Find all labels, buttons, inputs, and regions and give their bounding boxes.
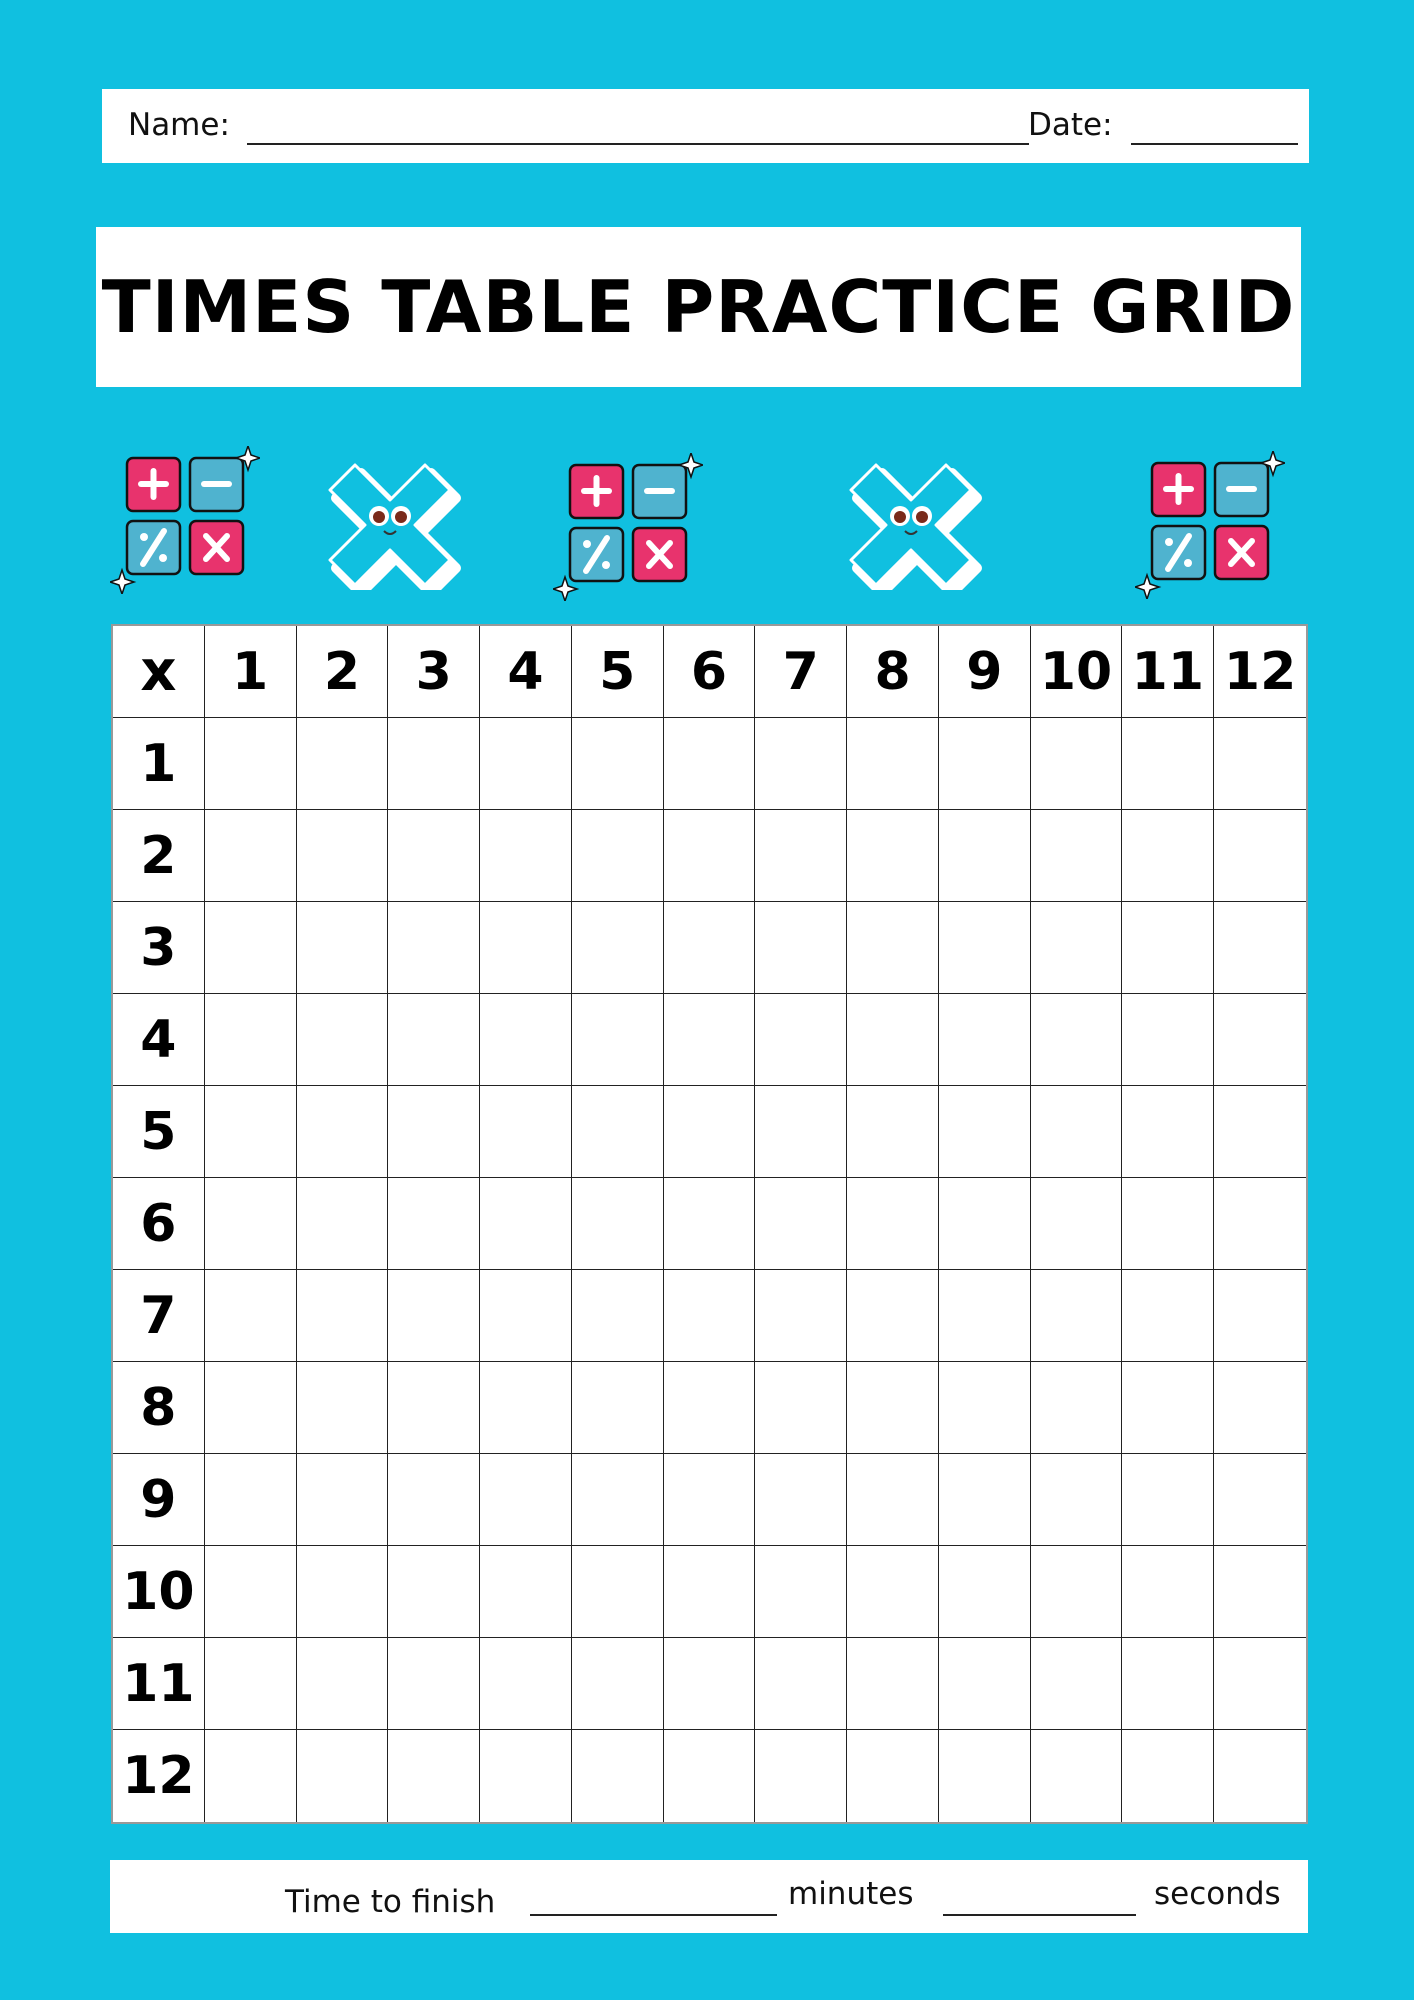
answer-cell[interactable] [480, 1454, 572, 1546]
column-header: 5 [572, 626, 664, 718]
time-to-finish-label: Time to finish [285, 1884, 496, 1920]
answer-cell[interactable] [1214, 1362, 1306, 1454]
answer-cell[interactable] [297, 1270, 389, 1362]
answer-cell[interactable] [572, 1454, 664, 1546]
minutes-label: minutes [788, 1876, 914, 1912]
answer-cell[interactable] [297, 810, 389, 902]
answer-cell[interactable] [297, 1730, 389, 1822]
answer-cell[interactable] [297, 1454, 389, 1546]
answer-cell[interactable] [480, 1730, 572, 1822]
answer-cell[interactable] [755, 1638, 847, 1730]
answer-cell[interactable] [205, 1454, 297, 1546]
answer-cell[interactable] [755, 1454, 847, 1546]
row-header: 8 [113, 1362, 205, 1454]
column-header: 12 [1214, 626, 1306, 718]
answer-cell[interactable] [847, 1270, 939, 1362]
answer-cell[interactable] [388, 1454, 480, 1546]
answer-cell[interactable] [388, 810, 480, 902]
answer-cell[interactable] [205, 994, 297, 1086]
answer-cell[interactable] [1031, 1454, 1123, 1546]
answer-cell[interactable] [847, 902, 939, 994]
answer-cell[interactable] [847, 810, 939, 902]
answer-cell[interactable] [939, 1178, 1031, 1270]
seconds-input-line[interactable] [943, 1914, 1136, 1916]
answer-cell[interactable] [297, 902, 389, 994]
answer-cell[interactable] [388, 1086, 480, 1178]
name-date-bar [102, 89, 1309, 163]
answer-cell[interactable] [1031, 902, 1123, 994]
answer-cell[interactable] [1214, 810, 1306, 902]
answer-cell[interactable] [572, 994, 664, 1086]
answer-cell[interactable] [480, 718, 572, 810]
answer-cell[interactable] [664, 1730, 756, 1822]
answer-cell[interactable] [1122, 1730, 1214, 1822]
row-header: 12 [113, 1730, 205, 1822]
answer-cell[interactable] [480, 1362, 572, 1454]
answer-cell[interactable] [847, 1454, 939, 1546]
answer-cell[interactable] [297, 994, 389, 1086]
answer-cell[interactable] [664, 1270, 756, 1362]
row-header: 7 [113, 1270, 205, 1362]
answer-cell[interactable] [847, 718, 939, 810]
row-header: 11 [113, 1638, 205, 1730]
column-header: 4 [480, 626, 572, 718]
seconds-label: seconds [1154, 1876, 1281, 1912]
answer-cell[interactable] [480, 810, 572, 902]
answer-cell[interactable] [939, 718, 1031, 810]
answer-cell[interactable] [572, 1730, 664, 1822]
answer-cell[interactable] [1122, 1086, 1214, 1178]
answer-cell[interactable] [1214, 1546, 1306, 1638]
answer-cell[interactable] [1031, 1546, 1123, 1638]
row-header: 3 [113, 902, 205, 994]
answer-cell[interactable] [847, 1638, 939, 1730]
answer-cell[interactable] [297, 1178, 389, 1270]
minutes-input-line[interactable] [530, 1914, 777, 1916]
smiling-multiply-sign-icon [325, 460, 465, 590]
answer-cell[interactable] [480, 1178, 572, 1270]
answer-cell[interactable] [205, 1546, 297, 1638]
answer-cell[interactable] [755, 1270, 847, 1362]
answer-cell[interactable] [755, 1086, 847, 1178]
answer-cell[interactable] [1122, 902, 1214, 994]
answer-cell[interactable] [1122, 1546, 1214, 1638]
row-header: 1 [113, 718, 205, 810]
answer-cell[interactable] [205, 1086, 297, 1178]
smiling-multiply-sign-icon [846, 460, 986, 590]
answer-cell[interactable] [755, 1362, 847, 1454]
answer-cell[interactable] [847, 1362, 939, 1454]
answer-cell[interactable] [297, 1546, 389, 1638]
answer-cell[interactable] [572, 902, 664, 994]
answer-cell[interactable] [572, 718, 664, 810]
answer-cell[interactable] [847, 1086, 939, 1178]
answer-cell[interactable] [939, 994, 1031, 1086]
answer-cell[interactable] [205, 1730, 297, 1822]
answer-cell[interactable] [1031, 1270, 1123, 1362]
answer-cell[interactable] [755, 718, 847, 810]
answer-cell[interactable] [1214, 1270, 1306, 1362]
page-title: TIMES TABLE PRACTICE GRID [101, 265, 1296, 349]
answer-cell[interactable] [388, 1270, 480, 1362]
answer-cell[interactable] [755, 1178, 847, 1270]
name-label: Name: [128, 107, 230, 143]
answer-cell[interactable] [1031, 718, 1123, 810]
date-label: Date: [1028, 107, 1113, 143]
column-header: 7 [755, 626, 847, 718]
answer-cell[interactable] [1214, 902, 1306, 994]
answer-cell[interactable] [572, 1086, 664, 1178]
answer-cell[interactable] [664, 1638, 756, 1730]
answer-cell[interactable] [1214, 1178, 1306, 1270]
column-header: 8 [847, 626, 939, 718]
column-header: 11 [1122, 626, 1214, 718]
answer-cell[interactable] [1214, 1730, 1306, 1822]
answer-cell[interactable] [664, 718, 756, 810]
answer-cell[interactable] [1122, 994, 1214, 1086]
answer-cell[interactable] [1031, 1362, 1123, 1454]
row-header: 4 [113, 994, 205, 1086]
answer-cell[interactable] [755, 1546, 847, 1638]
math-operators-icon [553, 453, 703, 601]
answer-cell[interactable] [388, 1730, 480, 1822]
answer-cell[interactable] [1214, 1454, 1306, 1546]
answer-cell[interactable] [1122, 1454, 1214, 1546]
row-header: 5 [113, 1086, 205, 1178]
answer-cell[interactable] [480, 902, 572, 994]
math-operators-icon [1135, 451, 1285, 599]
row-header: 6 [113, 1178, 205, 1270]
answer-cell[interactable] [205, 1178, 297, 1270]
answer-cell[interactable] [939, 1270, 1031, 1362]
answer-cell[interactable] [1031, 994, 1123, 1086]
answer-cell[interactable] [939, 1454, 1031, 1546]
answer-cell[interactable] [755, 1730, 847, 1822]
title-banner [96, 227, 1301, 387]
answer-cell[interactable] [205, 1362, 297, 1454]
answer-cell[interactable] [939, 1730, 1031, 1822]
column-header: 1 [205, 626, 297, 718]
answer-cell[interactable] [664, 1362, 756, 1454]
answer-cell[interactable] [1031, 1730, 1123, 1822]
answer-cell[interactable] [1122, 810, 1214, 902]
answer-cell[interactable] [205, 1638, 297, 1730]
answer-cell[interactable] [1122, 718, 1214, 810]
column-header: 3 [388, 626, 480, 718]
answer-cell[interactable] [847, 1546, 939, 1638]
answer-cell[interactable] [572, 1638, 664, 1730]
answer-cell[interactable] [1214, 718, 1306, 810]
answer-cell[interactable] [205, 810, 297, 902]
answer-cell[interactable] [1214, 1086, 1306, 1178]
answer-cell[interactable] [388, 902, 480, 994]
answer-cell[interactable] [388, 994, 480, 1086]
answer-cell[interactable] [205, 1270, 297, 1362]
answer-cell[interactable] [297, 1638, 389, 1730]
times-table-grid [111, 624, 1308, 1824]
row-header: 10 [113, 1546, 205, 1638]
column-header: 9 [939, 626, 1031, 718]
answer-cell[interactable] [1122, 1638, 1214, 1730]
answer-cell[interactable] [939, 1638, 1031, 1730]
answer-cell[interactable] [664, 1086, 756, 1178]
answer-cell[interactable] [1214, 1638, 1306, 1730]
answer-cell[interactable] [755, 902, 847, 994]
answer-cell[interactable] [205, 718, 297, 810]
answer-cell[interactable] [572, 1270, 664, 1362]
answer-cell[interactable] [572, 1546, 664, 1638]
answer-cell[interactable] [1122, 1270, 1214, 1362]
answer-cell[interactable] [1122, 1178, 1214, 1270]
row-header: 2 [113, 810, 205, 902]
answer-cell[interactable] [388, 1178, 480, 1270]
answer-cell[interactable] [939, 902, 1031, 994]
answer-cell[interactable] [939, 1546, 1031, 1638]
answer-cell[interactable] [480, 1086, 572, 1178]
answer-cell[interactable] [480, 994, 572, 1086]
answer-cell[interactable] [939, 1362, 1031, 1454]
answer-cell[interactable] [388, 718, 480, 810]
answer-cell[interactable] [664, 1178, 756, 1270]
answer-cell[interactable] [1122, 1362, 1214, 1454]
answer-cell[interactable] [388, 1638, 480, 1730]
answer-cell[interactable] [572, 1178, 664, 1270]
column-header: 10 [1031, 626, 1123, 718]
answer-cell[interactable] [1031, 1086, 1123, 1178]
answer-cell[interactable] [1214, 994, 1306, 1086]
answer-cell[interactable] [847, 1178, 939, 1270]
answer-cell[interactable] [480, 1638, 572, 1730]
date-input-line[interactable] [1131, 143, 1298, 145]
answer-cell[interactable] [939, 1086, 1031, 1178]
answer-cell[interactable] [297, 1086, 389, 1178]
math-operators-icon [110, 446, 260, 594]
time-to-finish-bar [110, 1860, 1308, 1933]
answer-cell[interactable] [847, 1730, 939, 1822]
row-header: 9 [113, 1454, 205, 1546]
answer-cell[interactable] [664, 1546, 756, 1638]
answer-cell[interactable] [939, 810, 1031, 902]
answer-cell[interactable] [1031, 1638, 1123, 1730]
answer-cell[interactable] [664, 902, 756, 994]
answer-cell[interactable] [664, 1454, 756, 1546]
answer-cell[interactable] [388, 1546, 480, 1638]
answer-cell[interactable] [755, 810, 847, 902]
answer-cell[interactable] [572, 1362, 664, 1454]
answer-cell[interactable] [297, 718, 389, 810]
answer-cell[interactable] [480, 1270, 572, 1362]
name-input-line[interactable] [247, 143, 1029, 145]
answer-cell[interactable] [1031, 1178, 1123, 1270]
answer-cell[interactable] [205, 902, 297, 994]
answer-cell[interactable] [1031, 810, 1123, 902]
column-header: 6 [664, 626, 756, 718]
answer-cell[interactable] [572, 810, 664, 902]
answer-cell[interactable] [847, 994, 939, 1086]
answer-cell[interactable] [755, 994, 847, 1086]
answer-cell[interactable] [388, 1362, 480, 1454]
column-header: 2 [297, 626, 389, 718]
answer-cell[interactable] [480, 1546, 572, 1638]
answer-cell[interactable] [297, 1362, 389, 1454]
answer-cell[interactable] [664, 994, 756, 1086]
multiply-corner-label: x [113, 626, 205, 718]
answer-cell[interactable] [664, 810, 756, 902]
